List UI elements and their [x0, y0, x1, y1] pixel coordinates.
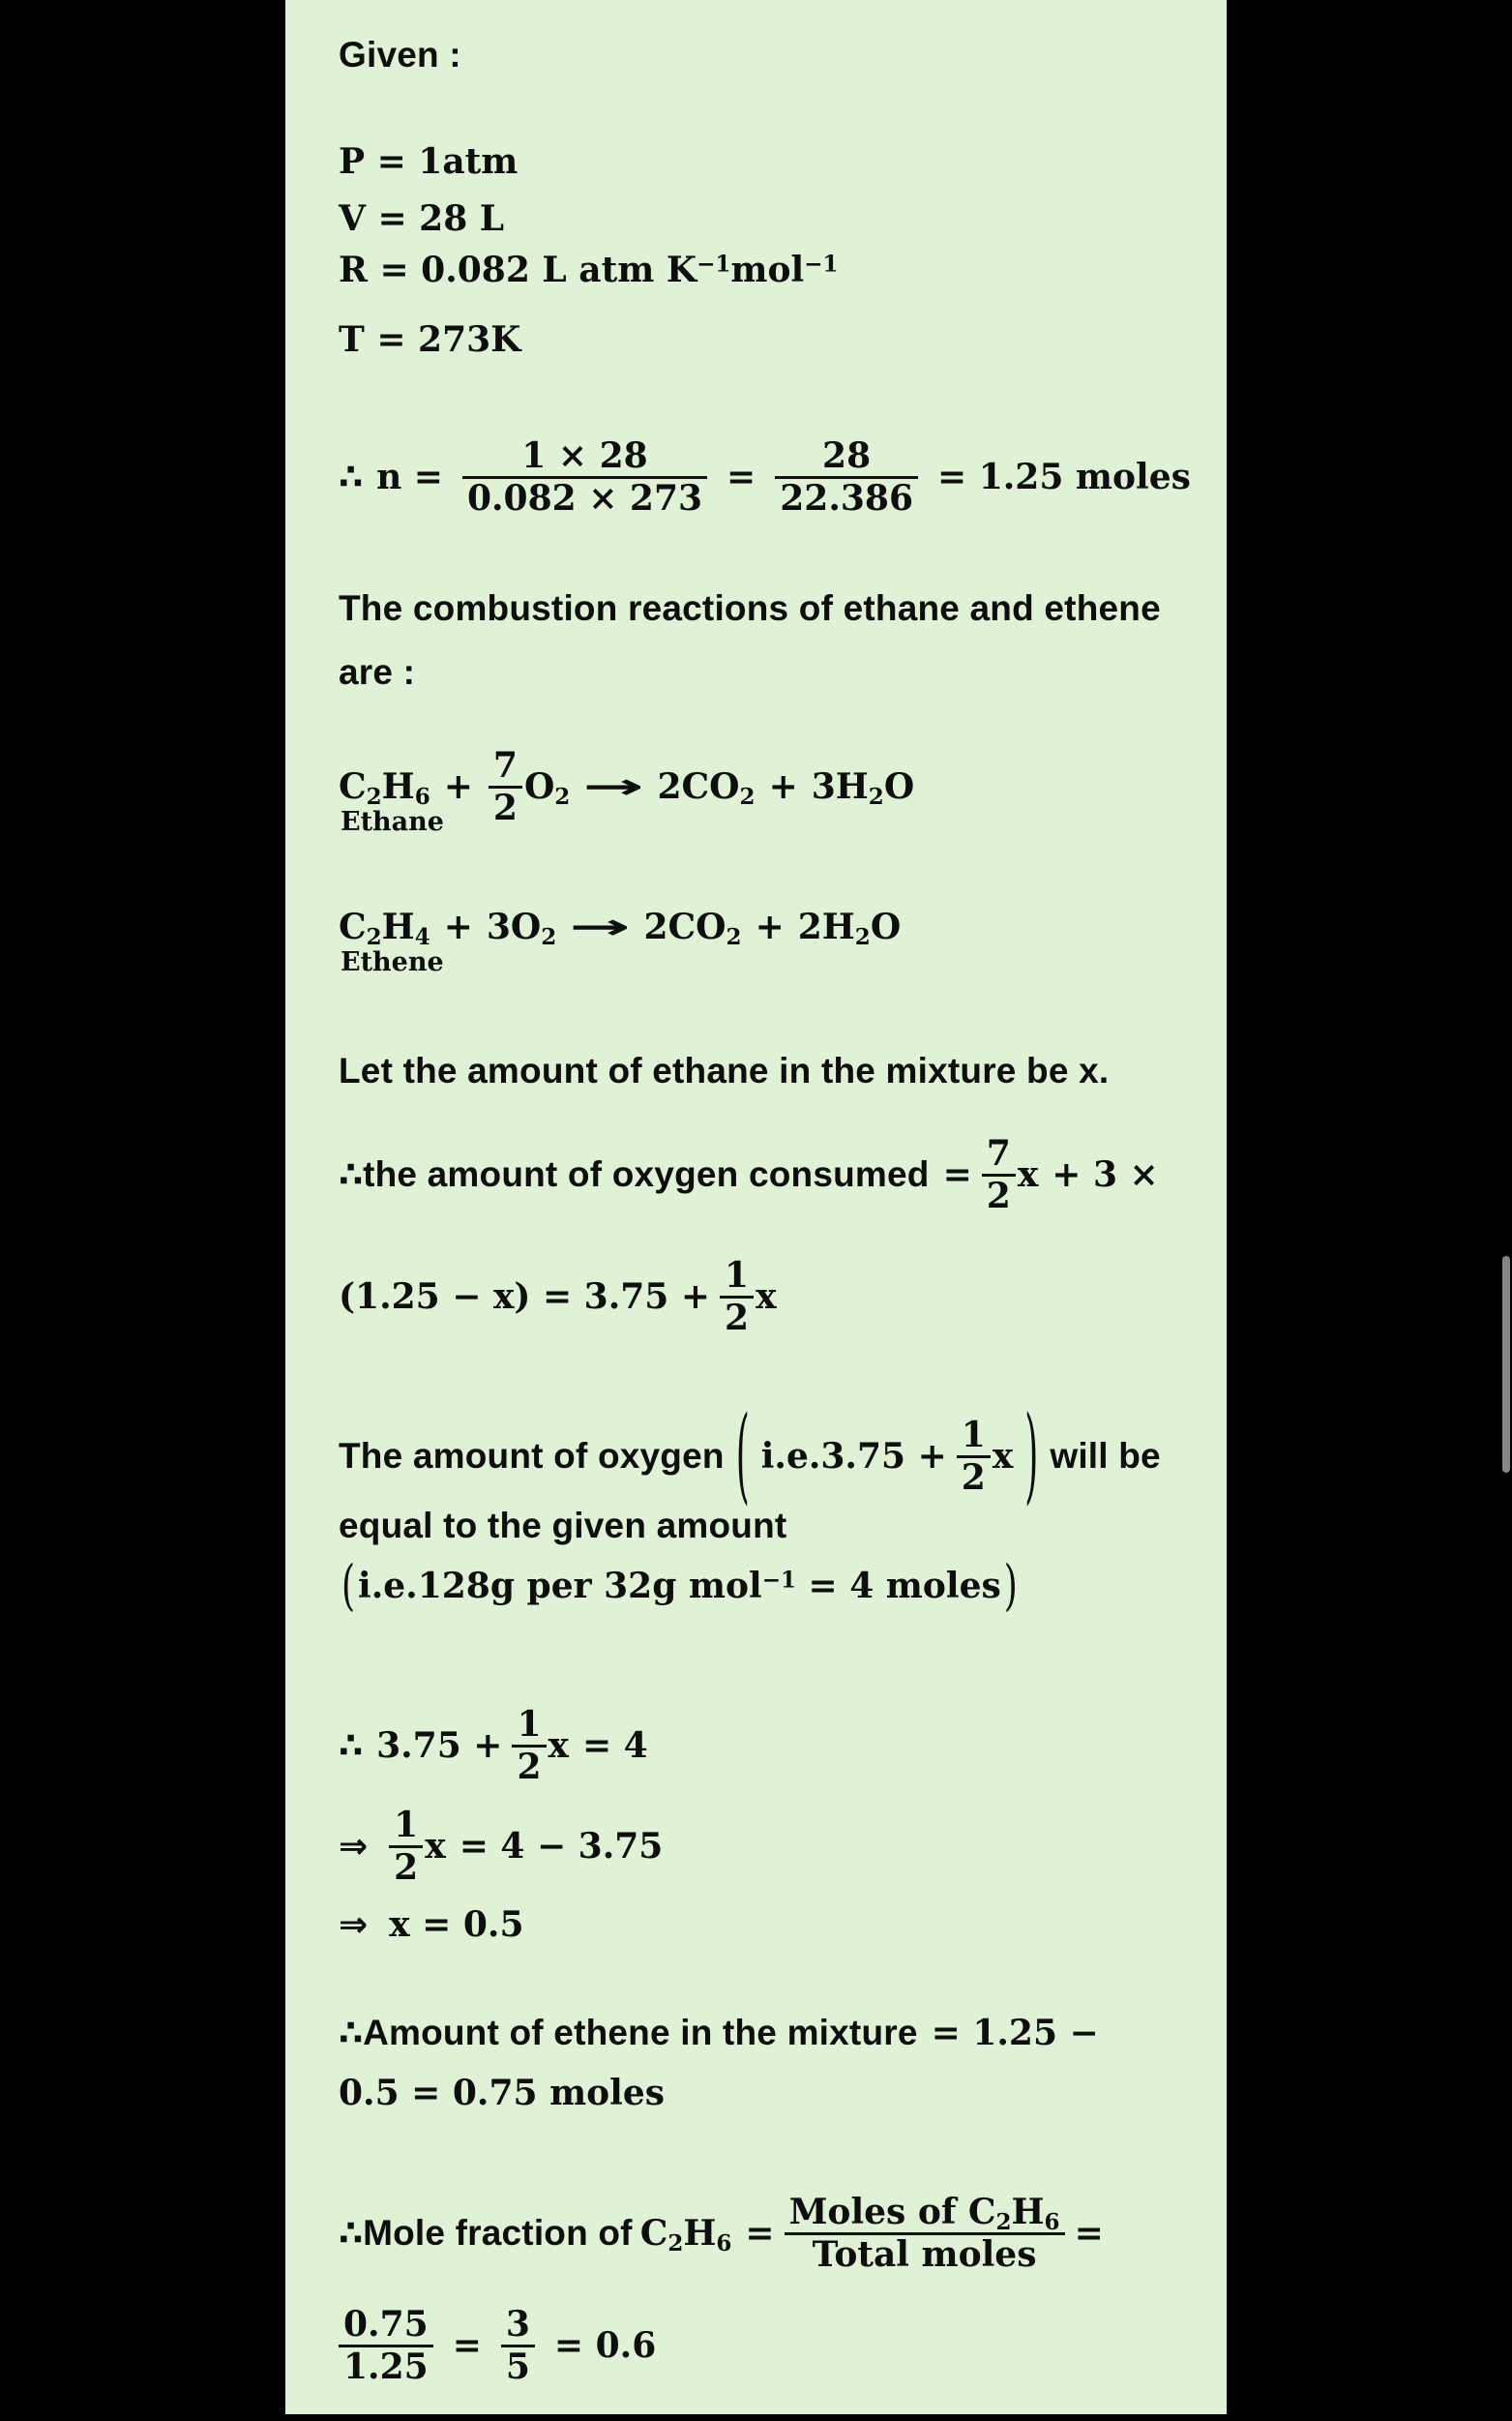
equals-sign: = — [452, 2325, 482, 2366]
fraction-seven-halves — [982, 1134, 1016, 1215]
subscript: 2 — [995, 2208, 1012, 2235]
reaction-arrow: → — [582, 766, 645, 807]
subscript: 2 — [868, 783, 884, 810]
pressure-line: P = 1atm — [339, 141, 519, 182]
r-value: R = 0.082 L atm K — [339, 250, 697, 290]
scrollbar-thumb[interactable] — [1502, 1256, 1510, 1473]
element: C — [339, 907, 367, 947]
subscript: 4 — [414, 923, 430, 950]
compound: 2H — [797, 907, 855, 947]
fraction-denominator: 0.082 × 273 — [462, 476, 707, 518]
compound: 3H — [811, 766, 869, 807]
co2-product — [643, 907, 742, 950]
r-exponent-1: −1 — [697, 251, 731, 278]
ethene-amount-line2: 0.5 = 0.75 moles — [339, 2073, 666, 2113]
fraction-numerator — [785, 2192, 1065, 2235]
ethane-combustion-reaction — [339, 733, 914, 840]
therefore-symbol: ∴ — [339, 2013, 364, 2053]
n-equals: n = — [376, 457, 443, 497]
equals-four-moles: = 4 moles — [795, 1566, 1001, 1606]
equals-sign: = — [942, 1154, 972, 1195]
subscript: 2 — [726, 923, 742, 950]
plus-sign: + — [443, 907, 473, 947]
fraction-denominator: 2 — [982, 1174, 1016, 1215]
fraction-denominator: 1.25 — [339, 2345, 433, 2386]
subscript: 2 — [366, 923, 382, 950]
left-parenthesis: ( — [735, 1396, 750, 1516]
oxygen-amount-line2: equal to the given amount — [339, 1506, 787, 1545]
implies-symbol: ⇒ — [339, 1904, 369, 1945]
fraction-denominator: 2 — [720, 1296, 754, 1337]
element: H — [381, 766, 415, 807]
let-ethane-line: Let the amount of ethane in the mixture be x. — [339, 1051, 1110, 1091]
ie-value: i.e.3.75 + — [760, 1436, 947, 1477]
amount-oxygen-text: The amount of oxygen — [339, 1436, 725, 1476]
moles-equation — [339, 423, 1191, 531]
element: H — [683, 2213, 717, 2254]
fraction-one-half — [957, 1416, 991, 1497]
equation-lhs: 3.75 + — [376, 1725, 503, 1766]
ethene-formula — [339, 907, 444, 978]
element: O — [870, 907, 902, 947]
fraction-numerator: 1 × 28 — [521, 435, 648, 477]
plus-three-times: + 3 × — [1052, 1154, 1159, 1195]
solve-equation-3 — [339, 1904, 524, 1945]
equation-lhs: (1.25 − x) = 3.75 + — [339, 1276, 711, 1317]
fraction-three-fifths — [501, 2305, 535, 2386]
combustion-text-line2: are : — [339, 652, 416, 692]
implies-symbol: ⇒ — [339, 1826, 369, 1867]
compound: 2CO — [657, 766, 740, 807]
will-be-text: will be — [1050, 1436, 1161, 1476]
solve-equation-2 — [339, 1792, 663, 1900]
element: H — [1011, 2192, 1045, 2233]
solution-panel — [285, 0, 1227, 2414]
fraction-numerator: 1 — [961, 1415, 986, 1456]
subscript: 6 — [1044, 2208, 1060, 2235]
moles-of-text: Moles of — [788, 2192, 968, 2233]
subscript: 2 — [739, 783, 756, 810]
ethane-formula — [339, 766, 444, 838]
subscript: 2 — [541, 923, 557, 950]
fraction-one-half — [512, 1705, 546, 1786]
plus-sign: + — [755, 907, 785, 947]
expanded-equation — [339, 1242, 777, 1351]
fraction-numerator: 7 — [492, 745, 518, 787]
equation-rhs: = 4 − 3.75 — [459, 1826, 664, 1867]
volume-line: V = 28 L — [339, 198, 505, 239]
fraction-denominator: 22.386 — [775, 476, 918, 518]
subscript: 2 — [667, 2229, 684, 2257]
subscript: 6 — [414, 783, 430, 810]
x-result: x = 0.5 — [389, 1904, 524, 1945]
x-variable: x — [992, 1436, 1014, 1477]
fraction-denominator: 5 — [501, 2345, 535, 2386]
fraction-numerator: 0.75 — [343, 2304, 429, 2346]
equals-sign: = — [1074, 2213, 1104, 2254]
temperature-line: T = 273K — [339, 319, 521, 360]
gas-constant-line — [339, 250, 838, 290]
subscript: 2 — [366, 783, 382, 810]
fraction-one-half — [720, 1256, 754, 1337]
fraction-numerator: 1 — [725, 1255, 750, 1297]
mol-exponent: −1 — [761, 1567, 796, 1594]
equals-four: = 4 — [581, 1725, 648, 1766]
equals-value: = 1.25 − — [931, 2013, 1099, 2053]
oxygen-consumed-equation — [339, 1121, 1159, 1229]
oxygen-consumed-text: the amount of oxygen consumed — [363, 1154, 930, 1194]
fraction-denominator: 2 — [512, 1745, 546, 1786]
element: C — [967, 2192, 996, 2233]
ethene-amount-line1 — [339, 2013, 1099, 2053]
oxygen-molecule — [486, 907, 557, 950]
fraction-result — [339, 2305, 433, 2386]
mole-fraction-ratio — [785, 2193, 1065, 2274]
final-result: = 0.6 — [553, 2325, 657, 2366]
element: O — [883, 766, 915, 807]
solve-equation-1 — [339, 1691, 648, 1800]
ethane-label: Ethane — [341, 807, 444, 838]
therefore-symbol: ∴ — [339, 1725, 364, 1766]
mole-fraction-equation — [339, 2179, 1104, 2287]
oxygen-molecule — [523, 766, 571, 810]
r-mol: mol — [730, 250, 805, 290]
plus-sign: + — [443, 766, 473, 807]
fraction-numerator: 1 — [394, 1805, 419, 1846]
therefore-symbol: ∴ — [339, 1154, 364, 1195]
fraction-simplified — [775, 436, 918, 518]
left-parenthesis: ( — [341, 1555, 356, 1618]
moles-result: = 1.25 moles — [937, 457, 1191, 497]
ethene-amount-text: Amount of ethene in the mixture — [363, 2013, 918, 2052]
right-parenthesis: ) — [1024, 1396, 1039, 1516]
r-exponent-2: −1 — [804, 251, 839, 278]
fraction-denominator: 2 — [957, 1455, 991, 1497]
x-variable: x — [1017, 1154, 1039, 1195]
reaction-arrow: → — [569, 907, 632, 947]
final-equation — [339, 2291, 656, 2400]
compound: 2CO — [643, 907, 726, 947]
ethane-formula — [639, 2213, 732, 2257]
ethene-label: Ethene — [341, 947, 444, 978]
given-heading: Given : — [339, 35, 461, 75]
x-variable: x — [425, 1826, 446, 1867]
fraction-one-half — [389, 1806, 423, 1887]
element: H — [381, 907, 415, 947]
therefore-symbol: ∴ — [339, 457, 364, 497]
fraction-numerator: 28 — [822, 435, 872, 477]
ethene-combustion-reaction — [339, 898, 902, 978]
equals-sign: = — [726, 457, 756, 497]
x-variable: x — [756, 1276, 777, 1317]
ie-given-amount: i.e.128g per 32g mol — [358, 1566, 762, 1606]
element: C — [639, 2213, 668, 2254]
fraction-pv-rt — [462, 436, 707, 518]
equals-sign: = — [745, 2213, 775, 2254]
oxygen-amount-line3 — [339, 1555, 1021, 1618]
combustion-text-line1: The combustion reactions of ethane and ethene — [339, 588, 1161, 628]
fraction-seven-halves — [489, 746, 522, 827]
right-parenthesis: ) — [1003, 1555, 1018, 1618]
subscript: 2 — [554, 783, 571, 810]
therefore-symbol: ∴ — [339, 2213, 364, 2254]
oxygen-amount-line1 — [339, 1393, 1161, 1519]
fraction-numerator: 3 — [505, 2304, 530, 2346]
subscript: 6 — [716, 2229, 732, 2257]
fraction-numerator: 7 — [986, 1133, 1011, 1175]
fraction-denominator: 2 — [389, 1845, 423, 1887]
compound: 3O — [486, 907, 542, 947]
fraction-numerator: 1 — [517, 1704, 542, 1746]
subscript: 2 — [854, 923, 871, 950]
element: O — [523, 766, 555, 807]
x-variable: x — [548, 1725, 569, 1766]
mole-fraction-text: Mole fraction of — [363, 2213, 633, 2253]
water-product — [811, 766, 915, 810]
water-product — [797, 907, 902, 950]
plus-sign: + — [768, 766, 798, 807]
element: C — [339, 766, 367, 807]
co2-product — [657, 766, 756, 810]
fraction-denominator: 2 — [489, 786, 522, 827]
fraction-denominator: Total moles — [785, 2232, 1065, 2274]
